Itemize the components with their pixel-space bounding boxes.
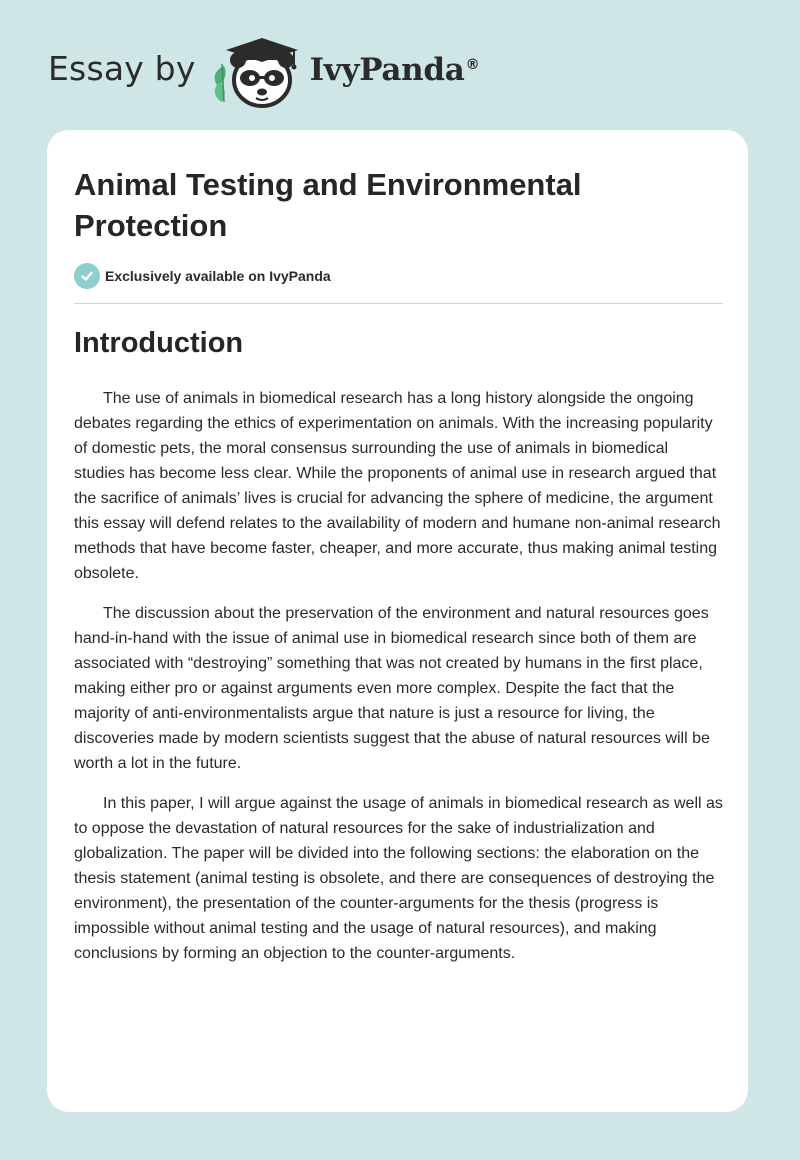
section-heading: Introduction xyxy=(74,327,244,359)
registered-mark: ® xyxy=(465,56,480,73)
paragraph: The discussion about the preservation of the environment and natural resources goes hand-in-hand with the issue of animal use in biomedical research since both of them are associated with “destroying” something that was not created by humans in the first place, making either pro or against arguments even more complex. Despite the fact that the majority of anti-environmentalists argue that nature is just a resource for living, the discoveries made by modern scientists suggest that the abuse of natural resources will be worth a lot in the future. xyxy=(74,605,710,772)
page-title: Animal Testing and Environmental Protection xyxy=(74,167,582,243)
brand-prefix: Essay by xyxy=(48,48,196,88)
site-header xyxy=(48,36,479,110)
paragraph: The use of animals in biomedical research has a long history alongside the ongoing debates regarding the ethics of experimentation on animals. With the increasing popularity of domestic pets, the moral consensus surrounding the use of animals in biomedical studies has become less clear. While the proponents of animal use in research argued that the sacrifice of animals’ lives is crucial for advancing the sphere of medicine, the argument this essay will defend relates to the availability of modern and humane non-animal research methods that have become faster, cheaper, and more accurate, thus making animal testing obsolete. xyxy=(74,390,721,582)
essay-card xyxy=(47,130,748,1112)
essay-body xyxy=(74,386,723,981)
divider xyxy=(74,303,723,304)
badge-label: Exclusively available on IvyPanda xyxy=(105,268,331,284)
panda-graduate-icon[interactable] xyxy=(210,36,306,110)
exclusive-badge xyxy=(74,263,331,289)
brand-name[interactable]: IvyPanda® xyxy=(309,52,480,88)
paragraph: In this paper, I will argue against the usage of animals in biomedical research as well as to oppose the devastation of natural resources for the sake of industrialization and globalization. The paper will be divided into the following sections: the elaboration on the thesis statement (animal testing is obsolete, and there are consequences of destroying the environment), the presentation of the counter-arguments for the thesis (progress is impossible without animal testing and the usage of natural resources), and making conclusions by forming an objection to the counter-arguments. xyxy=(74,795,723,962)
checkmark-icon xyxy=(74,263,100,289)
